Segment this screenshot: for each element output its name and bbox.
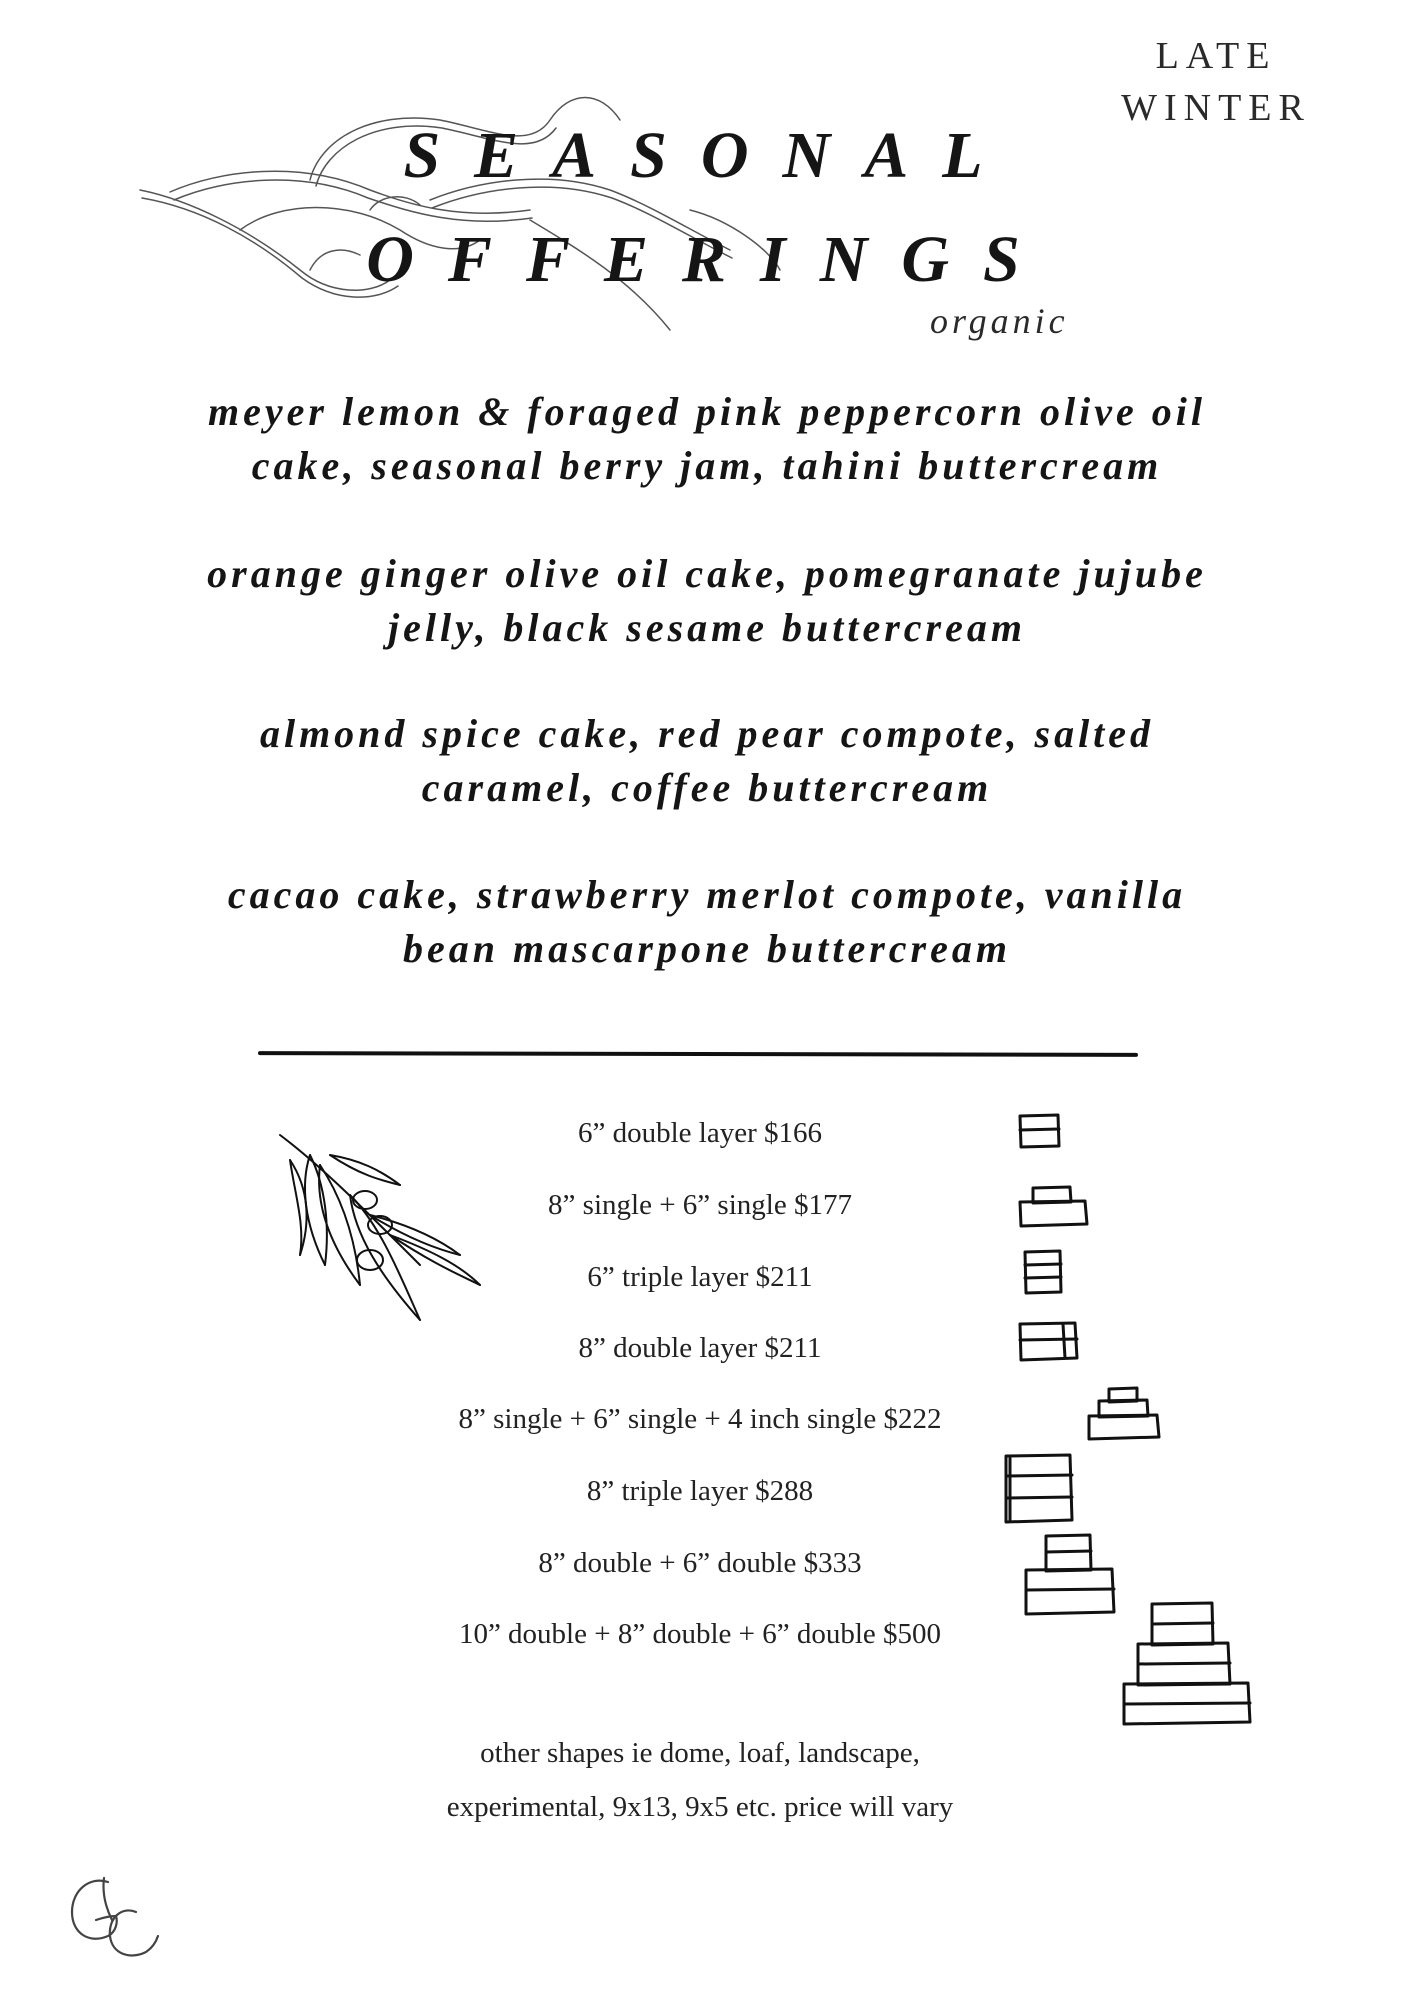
footnote [340, 1726, 1060, 1834]
flavor-line: meyer lemon & foraged pink peppercorn olive oil [208, 389, 1206, 434]
title-line-2: OFFERINGS [366, 223, 1054, 296]
cake-icon-8-double [1015, 1320, 1087, 1364]
cake-icon-6-double [1015, 1112, 1065, 1152]
flavor-item [140, 707, 1274, 815]
cake-icon-6-triple [1020, 1248, 1070, 1298]
flavor-line: jelly, black sesame buttercream [388, 605, 1026, 650]
season-line-1: LATE [1155, 35, 1277, 77]
price-item: 6” double layer $166 [577, 1117, 822, 1149]
season-line-2: WINTER [1121, 87, 1311, 129]
flavor-item [140, 385, 1274, 493]
price-item: 8” double + 6” double $333 [538, 1547, 862, 1579]
footnote-line: experimental, 9x13, 9x5 etc. price will vary [446, 1791, 954, 1823]
season-label [1106, 30, 1326, 134]
cake-icon-8-6-double [1020, 1530, 1120, 1620]
flavor-line: almond spice cake, red pear compote, salted [259, 711, 1155, 756]
gc-monogram-logo [60, 1870, 170, 1970]
flavor-item [140, 868, 1274, 976]
cake-icon-10-8-6-double [1120, 1598, 1260, 1728]
flavor-line: bean mascarpone buttercream [403, 926, 1011, 971]
price-item: 8” triple layer $288 [586, 1475, 814, 1507]
price-item: 10” double + 8” double + 6” double $500 [458, 1618, 942, 1650]
cake-icon-8-6-single [1015, 1184, 1095, 1230]
price-item: 8” single + 6” single $177 [548, 1189, 852, 1221]
cake-icon-8-triple [1000, 1452, 1080, 1528]
flavor-line: cacao cake, strawberry merlot compote, vanilla [227, 872, 1187, 917]
flavor-line: orange ginger olive oil cake, pomegranate jujube [207, 551, 1207, 596]
subtitle-organic: organic [930, 301, 1069, 341]
price-item: 8” single + 6” single + 4 inch single $222 [458, 1403, 942, 1435]
cake-icon-8-6-4-single [1085, 1385, 1165, 1445]
flavor-line: cake, seasonal berry jam, tahini buttercream [251, 443, 1163, 488]
flavor-line: caramel, coffee buttercream [421, 765, 993, 810]
price-item: 6” triple layer $211 [587, 1261, 813, 1293]
price-item: 8” double layer $211 [578, 1332, 822, 1364]
section-divider [258, 1051, 1138, 1057]
flavor-item [140, 547, 1274, 655]
footnote-line: other shapes ie dome, loaf, landscape, [480, 1737, 920, 1769]
title-line-1: SEASONAL [403, 119, 1017, 192]
